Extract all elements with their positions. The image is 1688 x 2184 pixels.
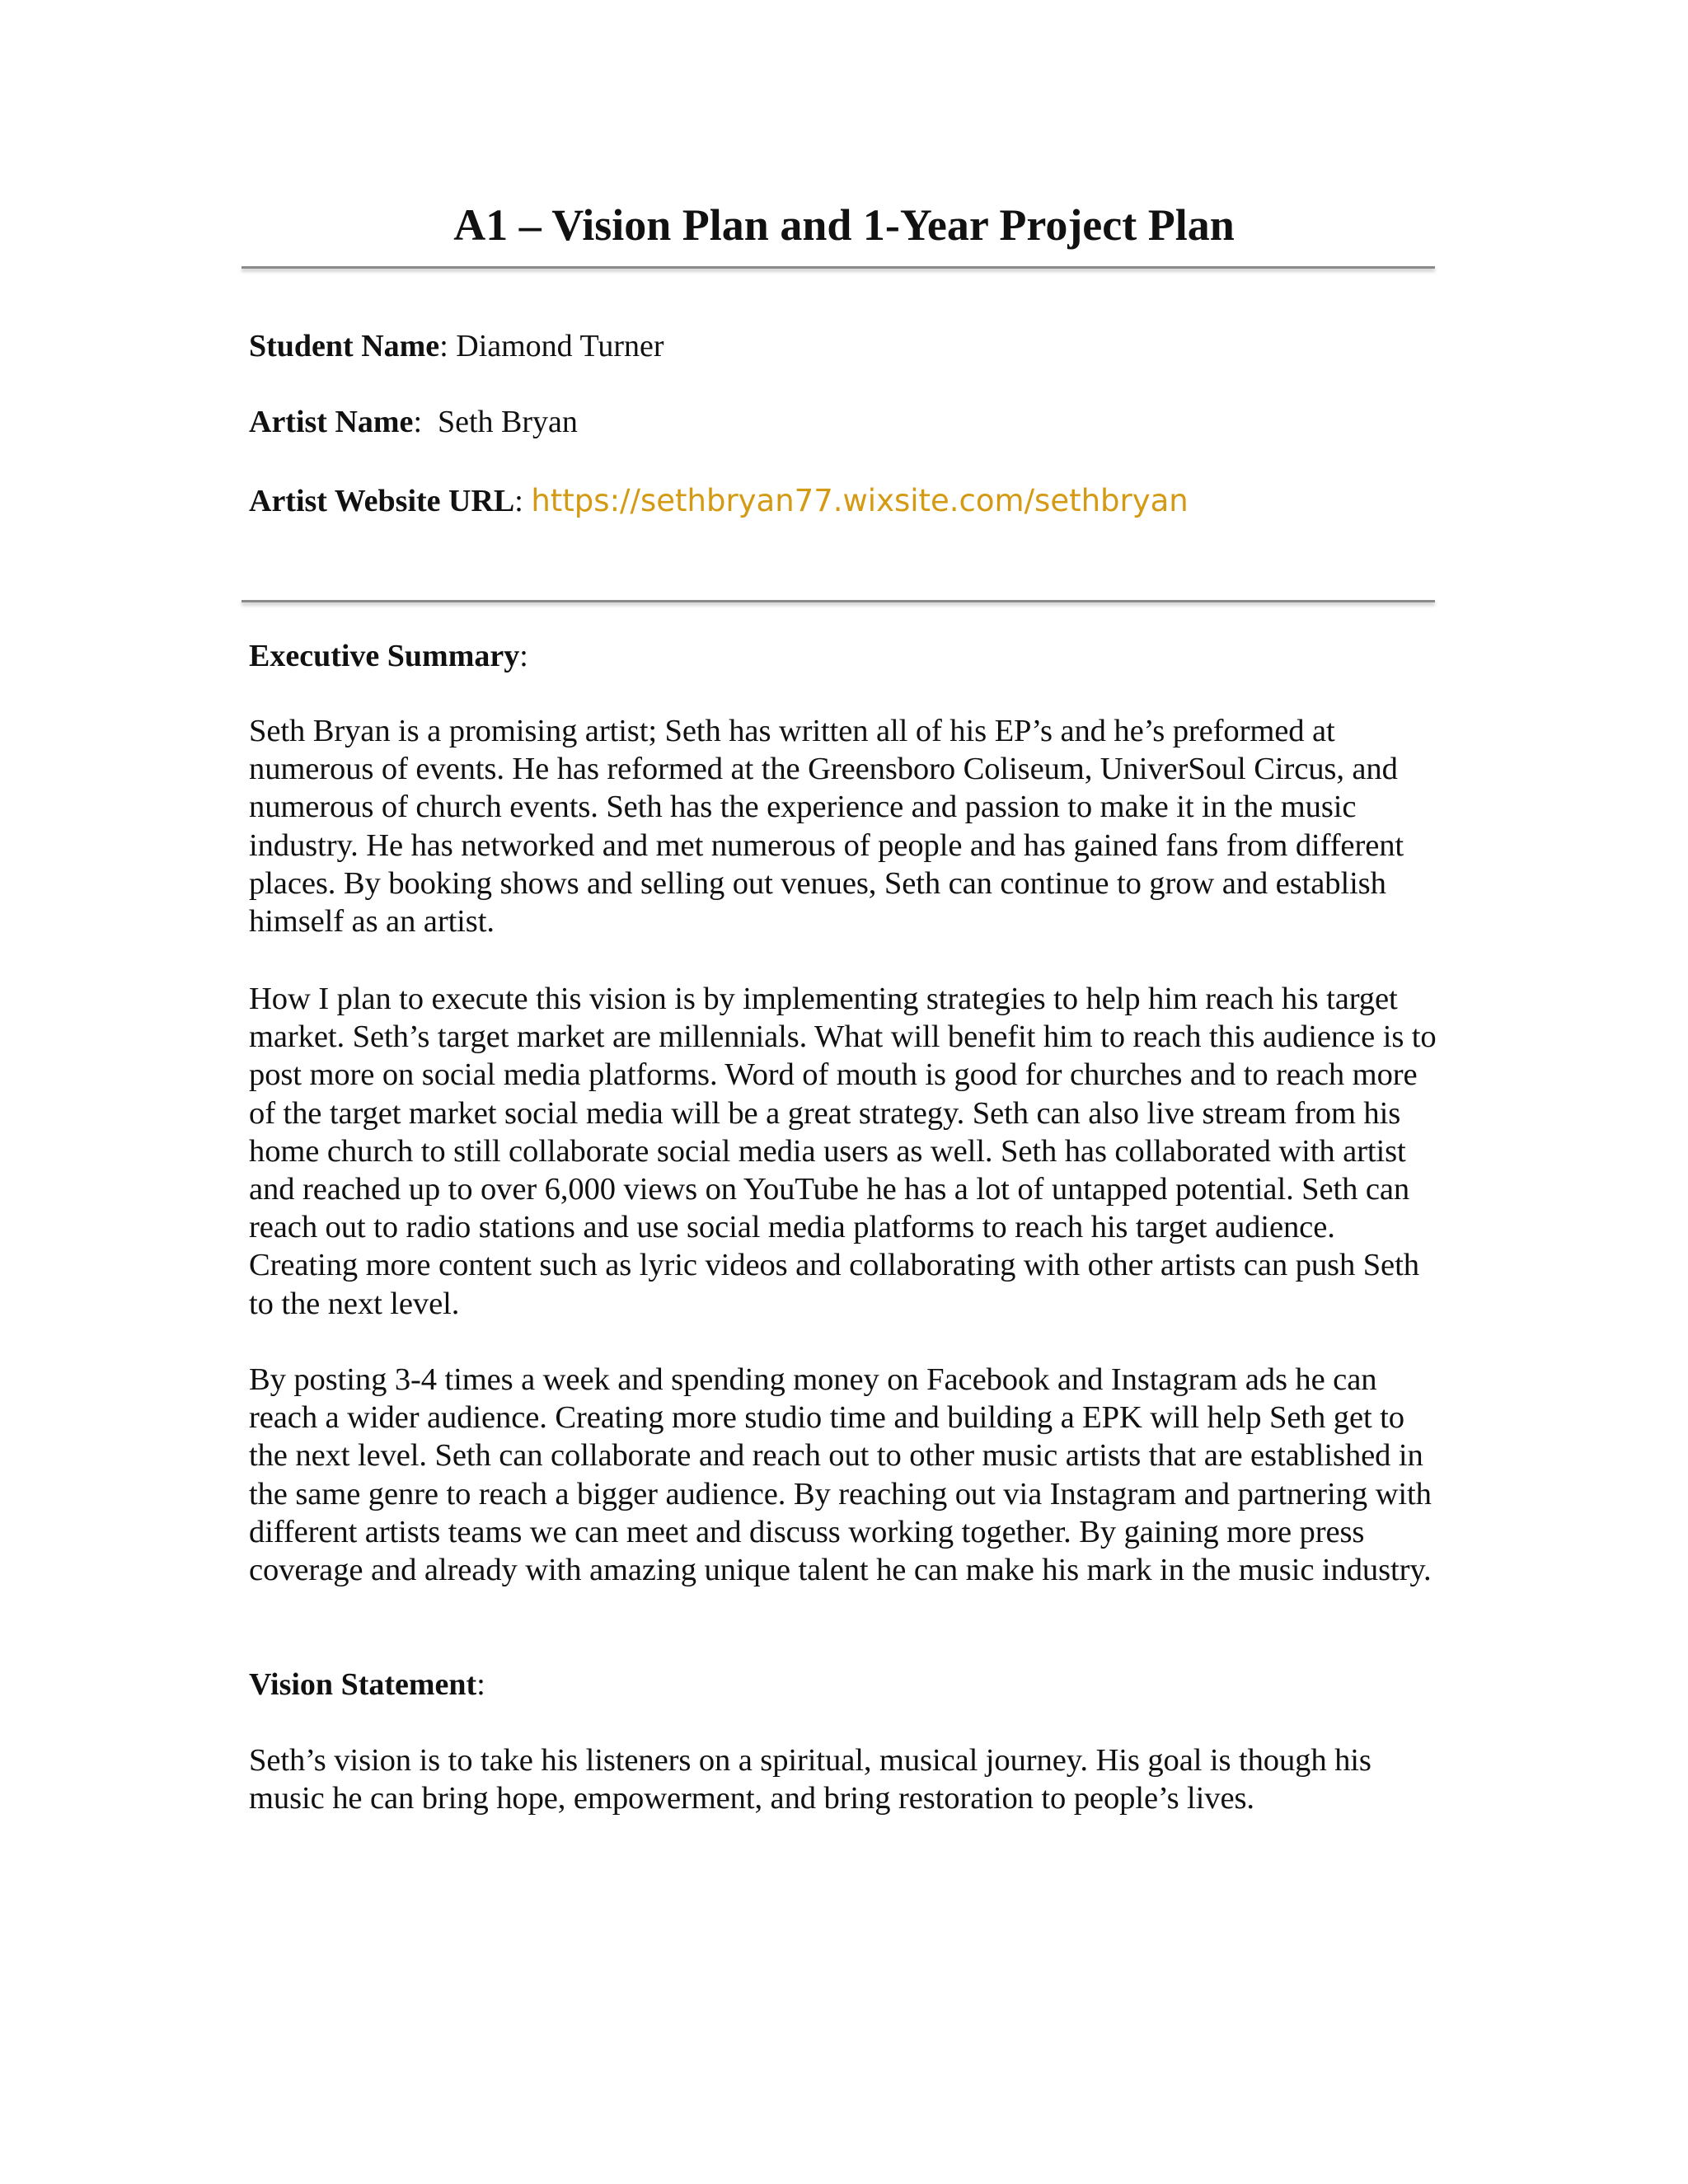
executive-summary-paragraph-3: By posting 3-4 times a week and spending money on Facebook and Instagram ads he can reach a wider audience. Creating more studio time and building a EPK will help Seth get to the next level. Seth can collaborate and reach out to other music artists that are established in the same genre to reach a bigger audience. By reaching out via Instagram and partnering with different artists teams we can meet and discuss working together. By gaining more press coverage and already with amazing unique talent he can make his mark in the music industry. xyxy=(249,1362,1432,1588)
student-name-field xyxy=(249,326,664,366)
artist-name-colon: : xyxy=(413,405,438,439)
student-name-value: Diamond Turner xyxy=(456,329,664,363)
artist-website-colon: : xyxy=(514,484,532,518)
executive-summary-label: Executive Summary xyxy=(249,639,520,673)
artist-name-value: Seth Bryan xyxy=(438,405,578,439)
section-divider xyxy=(241,600,1435,602)
artist-website-field xyxy=(249,481,1189,521)
vision-statement-heading xyxy=(249,1665,485,1704)
document-title: A1 – Vision Plan and 1-Year Project Plan xyxy=(453,200,1235,250)
vision-statement-paragraph: Seth’s vision is to take his listeners on a spiritual, musical journey. His goal is though his music he can bring hope, empowerment, and bring restoration to people’s lives. xyxy=(249,1743,1372,1816)
executive-summary-colon: : xyxy=(519,639,528,673)
vision-statement-colon: : xyxy=(476,1667,485,1702)
artist-name-label: Artist Name xyxy=(249,405,414,439)
executive-summary-paragraph-1: Seth Bryan is a promising artist; Seth has written all of his EP’s and he’s preformed at numerous of events. He has reformed at the Greensboro Coliseum, UniverSoul Circus, and numerous of church events. Seth has the experience and passion to make it in the music industry. He has networked and met numerous of people and has gained fans from different places. By booking shows and selling out venues, Seth can continue to grow and establish himself as an artist. xyxy=(249,714,1404,940)
artist-name-field xyxy=(249,402,578,442)
title-divider xyxy=(241,266,1435,269)
executive-summary-paragraph-2: How I plan to execute this vision is by implementing strategies to help him reach his target market. Seth’s target market are millennials. What will benefit him to reach this audience is to post more on social media platforms. Word of mouth is good for churches and to reach more of the target market social media will be a great strategy. Seth can also live stream from his home church to still collaborate social media users as well. Seth has collaborated with artist and reached up to over 6,000 views on YouTube he has a lot of untapped potential. Seth can reach out to radio stations and use social media platforms to reach his target audience. Creating more content such as lyric videos and collaborating with other artists can push Seth to the next level. xyxy=(249,982,1437,1321)
vision-statement-label: Vision Statement xyxy=(249,1667,477,1702)
student-name-label: Student Name xyxy=(249,329,440,363)
artist-website-label: Artist Website URL xyxy=(249,484,515,518)
student-name-colon: : xyxy=(439,329,457,363)
artist-website-link[interactable]: https://sethbryan77.wixsite.com/sethbryan xyxy=(531,483,1189,518)
executive-summary-heading xyxy=(249,636,528,676)
